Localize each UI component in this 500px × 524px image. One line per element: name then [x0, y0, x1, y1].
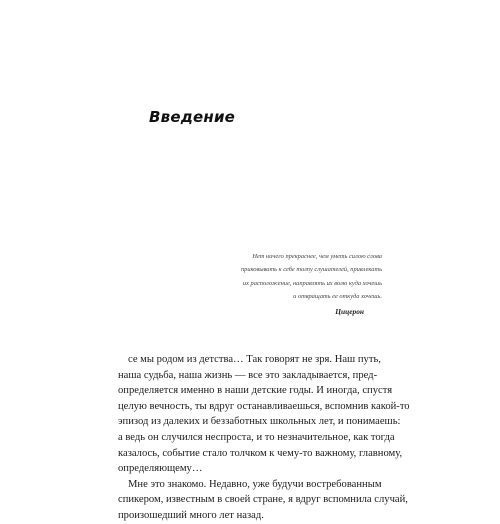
epigraph — [192, 250, 382, 318]
body-line: Мне это знакомо. Недавно, уже будучи востребованным — [128, 478, 382, 490]
body-line: определяется именно в наши детские годы. И иногда, спустя — [118, 385, 393, 397]
chapter-title: Введение — [149, 108, 236, 126]
epigraph-line: и отвращать ее откуда хочешь. — [293, 293, 382, 301]
body-line: наша судьба, наша жизнь — все это закладывается, пред- — [118, 369, 378, 381]
epigraph-author: Цицерон — [335, 306, 364, 316]
body-line: эпизод из далеких и беззаботных школьных лет, и понимаешь: — [118, 416, 401, 428]
body-line: казалось, событие стало толчком к чему-то важному, главному, — [118, 447, 403, 459]
body-line: определяющему… — [118, 463, 203, 475]
epigraph-line: Нет ничего прекраснее, чем уметь силою слова — [252, 253, 382, 260]
body-line: произошедший много лет назад. — [118, 509, 264, 521]
body-line: а ведь он случился неспроста, и то незначительное, как тогда — [118, 431, 395, 443]
epigraph-line: их расположение, направлять их волю куда хочешь — [242, 279, 382, 287]
body-line: се мы родом из детства… Так говорят не зря. Наш путь, — [128, 354, 381, 365]
epigraph-line: приковывать к себе толпу слушателей, привлекать — [240, 266, 382, 274]
chapter-body — [118, 352, 410, 524]
body-line: спикером, известным в своей стране, я вдруг вспомнила случай, — [118, 494, 408, 506]
body-line: целую вечность, ты вдруг останавливаешься, вспомнив какой-то — [118, 400, 410, 412]
